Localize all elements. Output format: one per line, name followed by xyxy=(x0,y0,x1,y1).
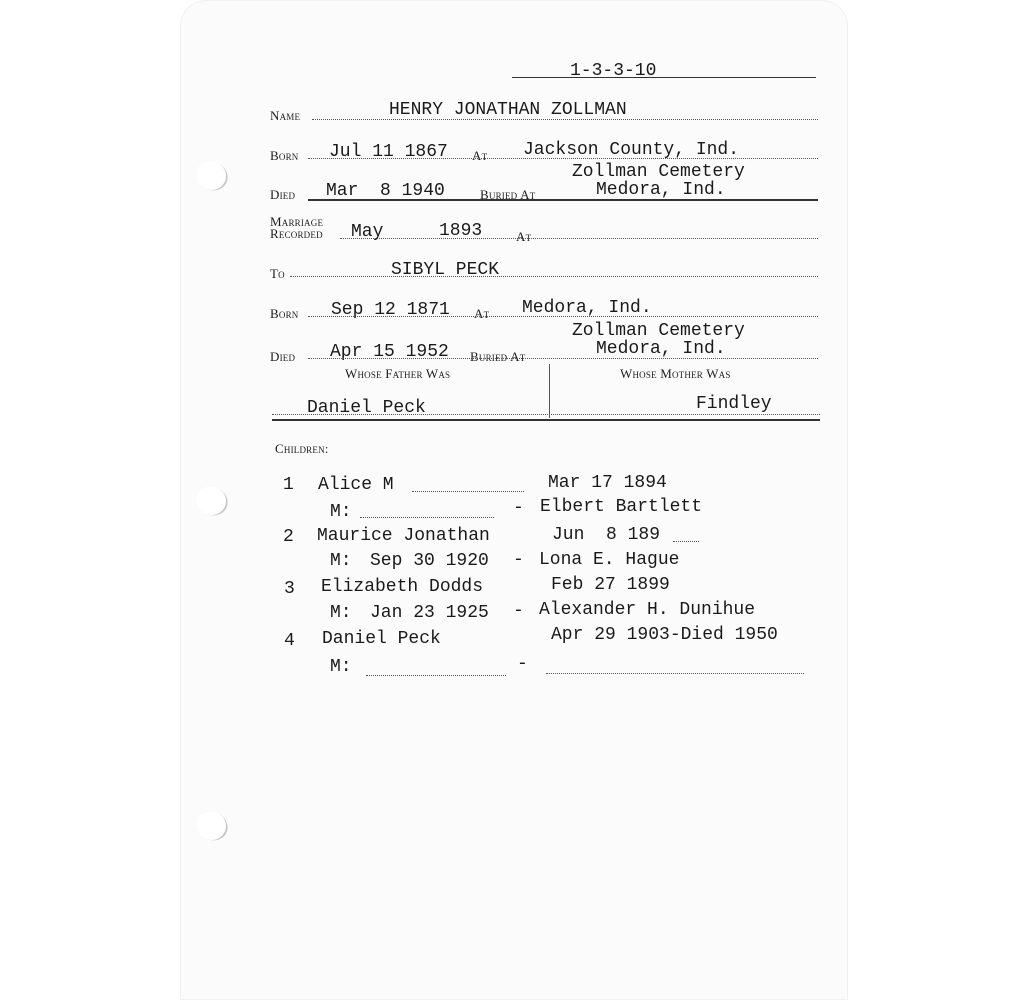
child-name-line xyxy=(412,491,524,492)
name-label: Name xyxy=(270,108,301,123)
husband-died-line xyxy=(308,199,818,201)
child-marriage-dash: - xyxy=(513,601,524,621)
child-marriage-dash: - xyxy=(517,654,528,674)
binder-hole-middle xyxy=(192,482,233,521)
child-name: Daniel Peck xyxy=(322,629,441,649)
child-marriage-dash: - xyxy=(513,550,524,570)
wife-died-label: Died xyxy=(270,349,296,364)
child-marriage-prefix: M: xyxy=(330,603,352,623)
husband-died-label: Died xyxy=(270,187,296,202)
child-name: Elizabeth Dodds xyxy=(321,577,484,597)
child-marriage-dash: - xyxy=(513,498,524,518)
wife-born-label: Born xyxy=(270,306,299,321)
child-marriage-prefix: M: xyxy=(330,657,352,677)
binder-hole-top xyxy=(192,157,233,196)
name-line xyxy=(312,119,818,120)
husband-buried-at-label: Buried At xyxy=(480,187,536,202)
father-label: Whose Father Was xyxy=(345,366,451,381)
wife-name: SIBYL PECK xyxy=(391,260,500,280)
parents-line xyxy=(272,414,820,415)
child-spouse: Lona E. Hague xyxy=(539,550,680,570)
child-marriage-prefix: M: xyxy=(330,551,352,571)
wife-died-line xyxy=(308,358,818,359)
husband-buried-line1: Zollman Cemetery xyxy=(572,162,745,182)
child-birth: Mar 17 1894 xyxy=(548,473,667,493)
husband-born-line xyxy=(308,158,818,159)
genealogy-record-card xyxy=(180,0,848,1000)
wife-born-at-label: At xyxy=(474,306,490,321)
child-marriage-prefix: M: xyxy=(330,502,352,522)
husband-born-place: Jackson County, Ind. xyxy=(523,140,740,160)
child-spouse-line xyxy=(546,673,804,674)
marriage-label: Marriage xyxy=(270,214,324,229)
parents-rule xyxy=(272,419,820,421)
child-birth-line xyxy=(673,541,699,542)
child-marriage-date: Sep 30 1920 xyxy=(370,551,489,571)
husband-born-date: Jul 11 1867 xyxy=(329,142,448,162)
child-number: 1 xyxy=(283,475,294,495)
husband-name: HENRY JONATHAN ZOLLMAN xyxy=(389,100,627,120)
wife-father: Daniel Peck xyxy=(307,398,426,418)
child-number: 3 xyxy=(284,579,295,599)
husband-buried-line2: Medora, Ind. xyxy=(596,180,726,200)
wife-mother: Findley xyxy=(696,394,772,414)
husband-born-at-label: At xyxy=(472,148,488,163)
marriage-at-label: At xyxy=(516,229,532,244)
marriage-recorded-label xyxy=(270,216,323,240)
child-spouse: Alexander H. Dunihue xyxy=(539,600,756,620)
wife-buried-line1: Zollman Cemetery xyxy=(572,321,745,341)
card-number: 1-3-3-10 xyxy=(570,61,657,81)
child-name: Alice M xyxy=(318,475,394,495)
to-label: To xyxy=(270,266,285,281)
husband-died-date: Mar 8 1940 xyxy=(326,181,445,201)
marriage-year: 1893 xyxy=(439,221,483,241)
child-birth: Apr 29 1903-Died 1950 xyxy=(551,625,778,645)
children-label: Children: xyxy=(275,441,329,456)
child-birth: Jun 8 189 xyxy=(552,525,661,545)
marriage-line xyxy=(340,238,818,239)
to-line xyxy=(290,276,818,277)
recorded-label: Recorded xyxy=(270,226,323,241)
wife-born-place: Medora, Ind. xyxy=(522,298,652,318)
parents-divider xyxy=(549,364,550,418)
binder-hole-bottom xyxy=(192,807,233,846)
wife-born-date: Sep 12 1871 xyxy=(331,300,450,320)
child-name: Maurice Jonathan xyxy=(317,526,490,546)
child-number: 4 xyxy=(284,631,295,651)
child-number: 2 xyxy=(283,527,294,547)
child-spouse: Elbert Bartlett xyxy=(540,497,703,517)
marriage-month: May xyxy=(351,222,384,242)
wife-buried-at-label: Buried At xyxy=(470,349,526,364)
wife-died-date: Apr 15 1952 xyxy=(330,342,449,362)
card-number-rule xyxy=(512,77,816,78)
husband-born-label: Born xyxy=(270,148,299,163)
mother-label: Whose Mother Was xyxy=(620,366,731,381)
child-birth: Feb 27 1899 xyxy=(551,575,670,595)
wife-buried-line2: Medora, Ind. xyxy=(596,339,726,359)
child-marriage-date-line xyxy=(360,517,494,518)
child-marriage-date: Jan 23 1925 xyxy=(370,603,489,623)
child-marriage-date-line xyxy=(366,675,506,676)
wife-born-line xyxy=(308,316,818,317)
